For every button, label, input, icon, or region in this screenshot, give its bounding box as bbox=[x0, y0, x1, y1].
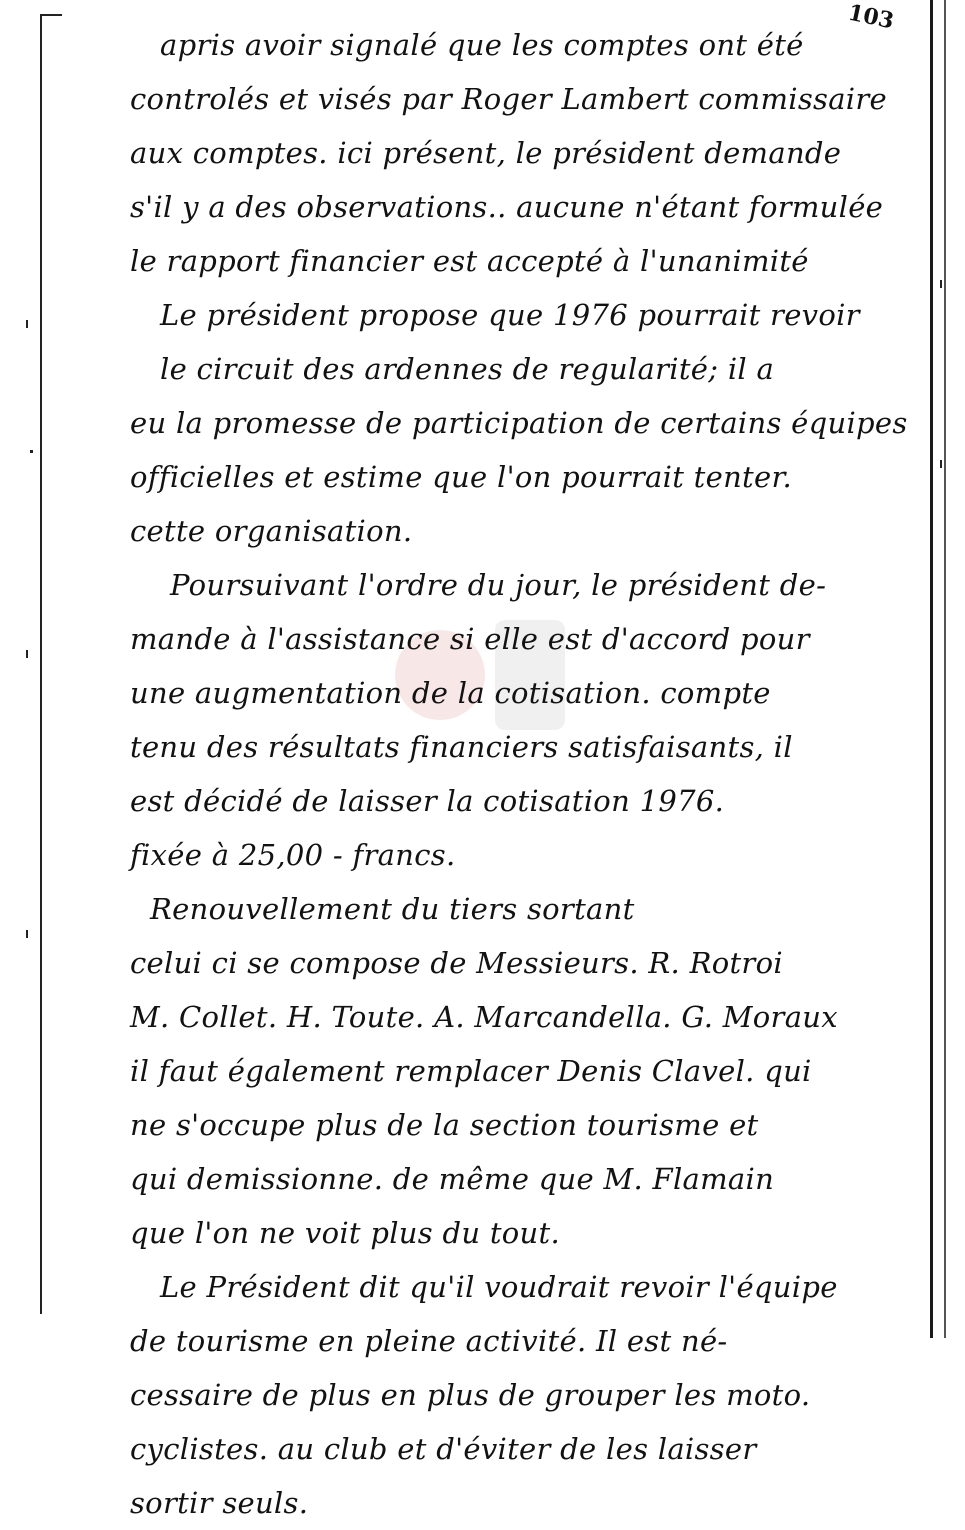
text-line: Le président propose que 1976 pourrait revoir bbox=[160, 298, 860, 332]
handwritten-text-body bbox=[130, 18, 930, 1530]
text-line: M. Collet. H. Toute. A. Marcandella. G. Moraux bbox=[130, 1000, 838, 1034]
text-line: controlés et visés par Roger Lambert commissaire bbox=[130, 82, 888, 116]
margin-mark bbox=[26, 320, 28, 328]
text-line: sortir seuls. bbox=[130, 1486, 309, 1520]
text-line: Le Président dit qu'il voudrait revoir l'équipe bbox=[160, 1270, 838, 1304]
text-line: fixée à 25,00 - francs. bbox=[130, 838, 456, 872]
text-line: de tourisme en pleine activité. Il est né- bbox=[130, 1324, 728, 1358]
scan-border-left bbox=[40, 14, 42, 1314]
text-line: que l'on ne voit plus du tout. bbox=[130, 1216, 561, 1250]
scan-border-right-inner bbox=[944, 0, 946, 1338]
text-line: le circuit des ardennes de regularité; il a bbox=[160, 352, 775, 386]
section-heading: Renouvellement du tiers sortant bbox=[150, 892, 635, 926]
margin-mark bbox=[30, 450, 33, 453]
text-line: il faut également remplacer Denis Clavel. qui bbox=[130, 1054, 812, 1088]
text-line: est décidé de laisser la cotisation 1976. bbox=[130, 784, 725, 818]
margin-mark bbox=[26, 650, 28, 658]
page-number: 103 bbox=[845, 0, 897, 35]
margin-mark bbox=[940, 280, 942, 288]
margin-mark bbox=[940, 460, 942, 468]
text-line: cette organisation. bbox=[130, 514, 413, 548]
text-line: apris avoir signalé que les comptes ont été bbox=[160, 28, 804, 62]
margin-mark bbox=[26, 930, 28, 938]
scan-border-right bbox=[930, 0, 933, 1338]
text-line: aux comptes. ici présent, le président demande bbox=[130, 136, 842, 170]
text-line: s'il y a des observations.. aucune n'étant formulée bbox=[130, 190, 884, 224]
text-line: cyclistes. au club et d'éviter de les laisser bbox=[130, 1432, 757, 1466]
text-line: eu la promesse de participation de certains équipes bbox=[130, 406, 908, 440]
text-line: ne s'occupe plus de la section tourisme et bbox=[130, 1108, 759, 1142]
text-line: tenu des résultats financiers satisfaisants, il bbox=[130, 730, 793, 764]
text-line: officielles et estime que l'on pourrait tenter. bbox=[130, 460, 792, 494]
text-line: mande à l'assistance si elle est d'accord pour bbox=[130, 622, 810, 656]
text-line: celui ci se compose de Messieurs. R. Rotroi bbox=[130, 946, 783, 980]
scan-border-top-tick bbox=[40, 14, 62, 16]
text-line: qui demissionne. de même que M. Flamain bbox=[130, 1162, 775, 1196]
text-line: une augmentation de la cotisation. compte bbox=[130, 676, 771, 710]
text-line: le rapport financier est accepté à l'unanimité bbox=[130, 244, 809, 278]
text-line: Poursuivant l'ordre du jour, le président de- bbox=[170, 568, 827, 602]
text-line: cessaire de plus en plus de grouper les moto. bbox=[130, 1378, 811, 1412]
